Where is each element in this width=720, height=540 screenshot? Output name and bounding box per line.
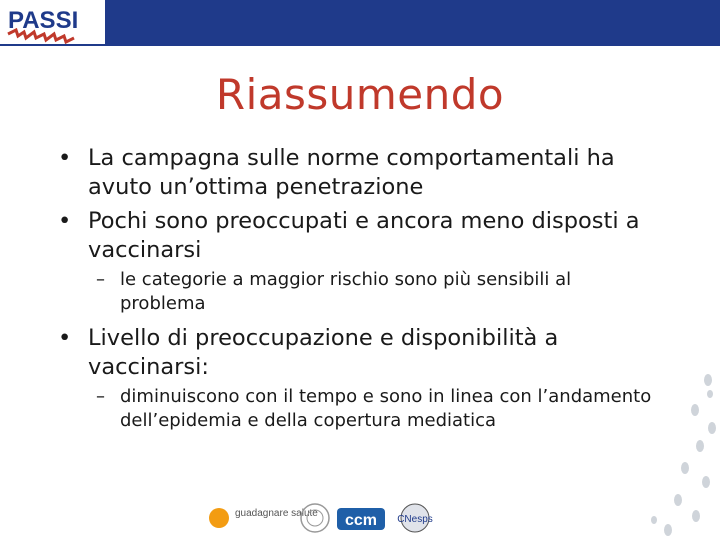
header-bar (105, 0, 720, 44)
ccm-logo (337, 508, 385, 530)
sub-bullet-item (58, 268, 658, 316)
bullet-text: Pochi sono preoccupati e ancora meno disposti a vaccinarsi (88, 208, 640, 263)
footer-logos (205, 500, 455, 540)
bullet-item (58, 324, 658, 382)
slide-body (58, 144, 658, 441)
bullet-item (58, 144, 658, 202)
bullet-item (58, 207, 658, 265)
sub-bullet-marker: – (96, 386, 105, 407)
passi-logo-text: PASSI (8, 7, 79, 34)
passi-logo (0, 0, 104, 44)
bullet-marker: • (58, 325, 72, 351)
slide-title: Riassumendo (215, 70, 505, 119)
header-divider (0, 44, 720, 46)
cnesps-logo-text: CNesps (397, 514, 433, 525)
sub-bullet-marker: – (96, 269, 105, 290)
sub-bullet-text: diminuiscono con il tempo e sono in linea con l’andamento dell’epidemia e della copertura mediatica (120, 386, 652, 431)
cnesps-logo (397, 504, 433, 532)
footprints-icon (640, 370, 720, 540)
sub-bullet-item (58, 385, 658, 433)
bullet-marker: • (58, 208, 72, 234)
bullet-text: Livello di preoccupazione e disponibilità a vaccinarsi: (88, 325, 559, 380)
guadagnare-salute-logo (209, 508, 318, 528)
sub-bullet-text: le categorie a maggior rischio sono più sensibili al problema (120, 269, 572, 314)
ccm-logo-text: ccm (344, 512, 378, 529)
bullet-marker: • (58, 145, 72, 171)
guadagnare-logo-text: guadagnare salute (235, 508, 318, 519)
bullet-text: La campagna sulle norme comportamentali ha avuto un’ottima penetrazione (88, 145, 615, 200)
